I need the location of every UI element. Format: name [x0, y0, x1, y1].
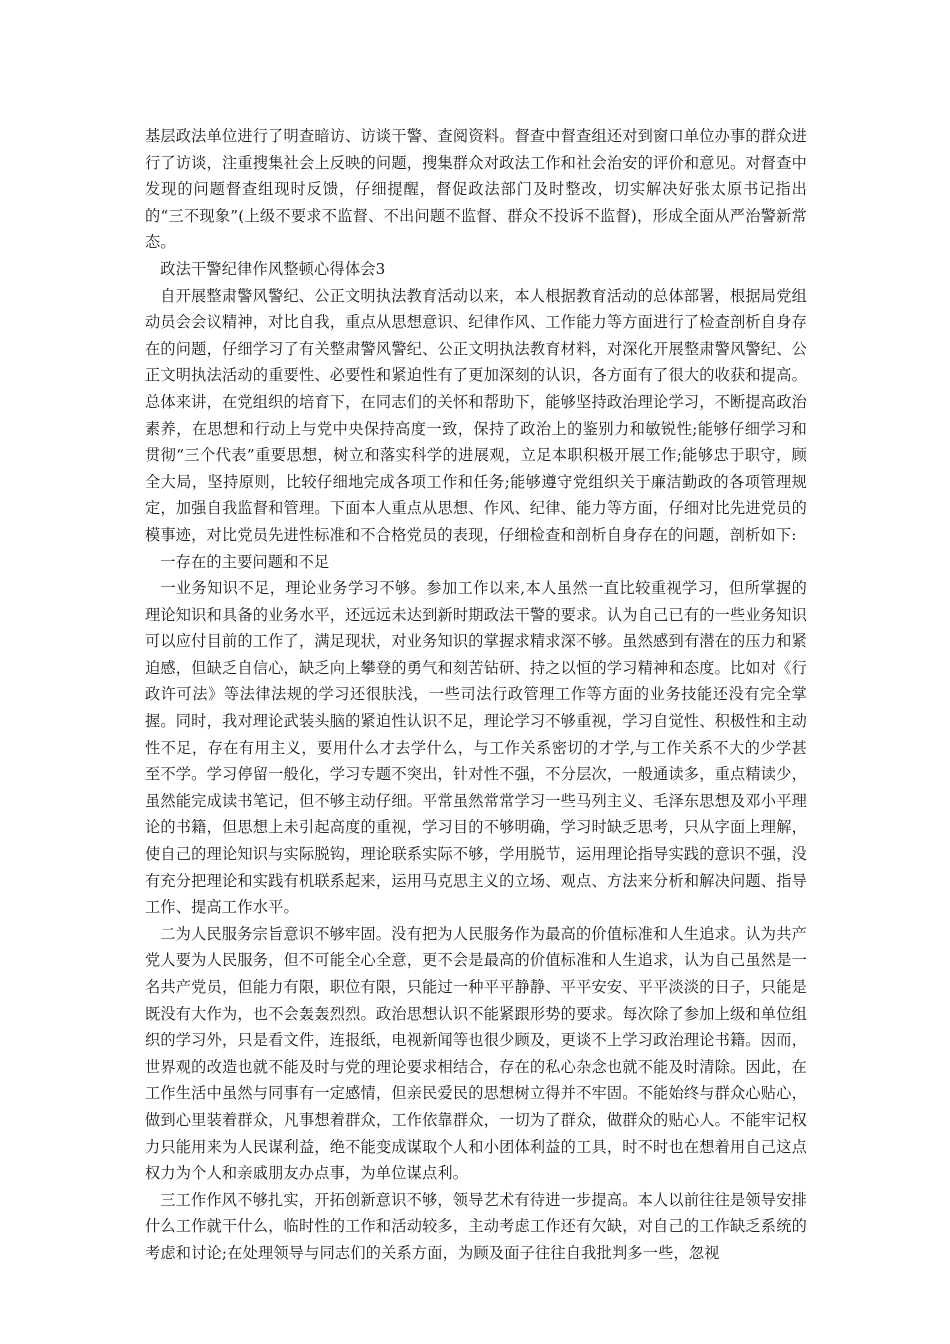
paragraph-problem-1: 一业务知识不足，理论业务学习不够。参加工作以来,本人虽然一直比较重视学习，但所掌握的理论知识和具备的业务水平，还远远未达到新时期政法干警的要求。认为自己已有的一些业务知识可以应付目前的工作了，满足现状，对业务知识的掌握求精求深不够。虽然感到有潜在的压力和紧迫感，但缺乏自信心，缺乏向上攀登的勇气和刻苦钻研、持之以恒的学习精神和态度。比如对《行政许可法》等法律法规的学习还很肤浅，一些司法行政管理工作等方面的业务技能还没有完全掌握。同时，我对理论武装头脑的紧迫性认识不足，理论学习不够重视，学习自觉性、积极性和主动性不足，存在有用主义，要用什么才去学什么，与工作关系密切的才学,与工作关系不大的少学甚至不学。学习停留一般化，学习专题不突出，针对性不强，不分层次，一般通读多，重点精读少，虽然能完成读书笔记，但不够主动仔细。平常虽然常常学习一些马列主义、毛泽东思想及邓小平理论的书籍，但思想上未引起高度的重视，学习目的不够明确，学习时缺乏思考，只从字面上理解，使自己的理论知识与实际脱钩，理论联系实际不够，学用脱节，运用理论指导实践的意识不强，没有充分把理论和实践有机联系起来，运用马克思主义的立场、观点、方法来分析和解决问题、指导工作、提高工作水平。 [145, 579, 807, 917]
paragraph-overview: 自开展整肃警风警纪、公正文明执法教育活动以来，本人根据教育活动的总体部署，根据局党组动员会会议精神，对比自我，重点从思想意识、纪律作风、工作能力等方面进行了检查剖析自身存在的问题，仔细学习了有关整肃警风警纪、公正文明执法教育材料，对深化开展整肃警风警纪、公正文明执法活动的重要性、必要性和紧迫性有了更加深刻的认识，各方面有了很大的收获和提高。总体来讲，在党组织的培育下，在同志们的关怀和帮助下，能够坚持政治理论学习，不断提高政治素养，在思想和行动上与党中央保持高度一致，保持了政治上的鉴别力和敏锐性;能够仔细学习和贯彻“三个代表”重要思想，树立和落实科学的进展观，立足本职积极开展工作;能够忠于职守，顾全大局，坚持原则，比较仔细地完成各项工作和任务;能够遵守党组织关于廉洁勤政的各项管理规定，加强自我监督和管理。下面本人重点从思想、作风、纪律、能力等方面，仔细对比先进党员的模事迹，对比党员先进性标准和不合格党员的表现，仔细检查和剖析自身存在的问题，剖析如下: [145, 286, 807, 544]
paragraph-problem-2: 二为人民服务宗旨意识不够牢固。没有把为人民服务作为最高的价值标准和人生追求。认为共产党人要为人民服务，但不可能全心全意，更不会是最高的价值标准和人生追求，认为自己虽然是一名共产党员，但能力有限，职位有限，只能过一种平平静静、平平安安、平平淡淡的日子，只能是既没有大作为，也不会轰轰烈烈。政治思想认识不能紧跟形势的要求。每次除了参加上级和单位组织的学习外，只是看文件，连报纸，电视新闻等也很少顾及，更谈不上学习政治理论书籍。因而，世界观的改造也就不能及时与党的理论要求相结合，存在的私心杂念也就不能及时清除。因此，在工作生活中虽然与同事有一定感情，但亲民爱民的思想树立得并不牢固。不能始终与群众心贴心，做到心里装着群众，凡事想着群众，工作依靠群众，一切为了群众，做群众的贴心人。不能牢记权力只能用来为人民谋利益，绝不能变成谋取个人和小团体利益的工具，时不时也在想着用自己这点权力为个人和亲戚朋友办点事，为单位谋点利。 [145, 924, 807, 1183]
paragraph-intro: 基层政法单位进行了明查暗访、访谈干警、查阅资料。督查中督查组还对到窗口单位办事的群众进行了访谈，注重搜集社会上反映的问题，搜集群众对政法工作和社会治安的评价和意见。对督查中发现的问题督查组现时反馈，仔细提醒，督促政法部门及时整改，切实解决好张太原书记指出的“三不现象”(上级不要求不监督、不出问题不监督、群众不投诉不监督)，形成全面从严治警新常态。 [145, 127, 807, 252]
document-body [145, 123, 807, 1267]
paragraph-problem-3: 三工作作风不够扎实，开拓创新意识不够，领导艺术有待进一步提高。本人以前往往是领导安排什么工作就干什么，临时性的工作和活动较多，主动考虑工作还有欠缺，对自己的工作缺乏系统的考虑和讨论;在处理领导与同志们的关系方面，为顾及面子往往自我批判多一些，忽视 [145, 1190, 807, 1262]
section-title: 政法干警纪律作风整顿心得体会3 [160, 259, 386, 278]
subsection-title: 一存在的主要问题和不足 [160, 552, 330, 571]
